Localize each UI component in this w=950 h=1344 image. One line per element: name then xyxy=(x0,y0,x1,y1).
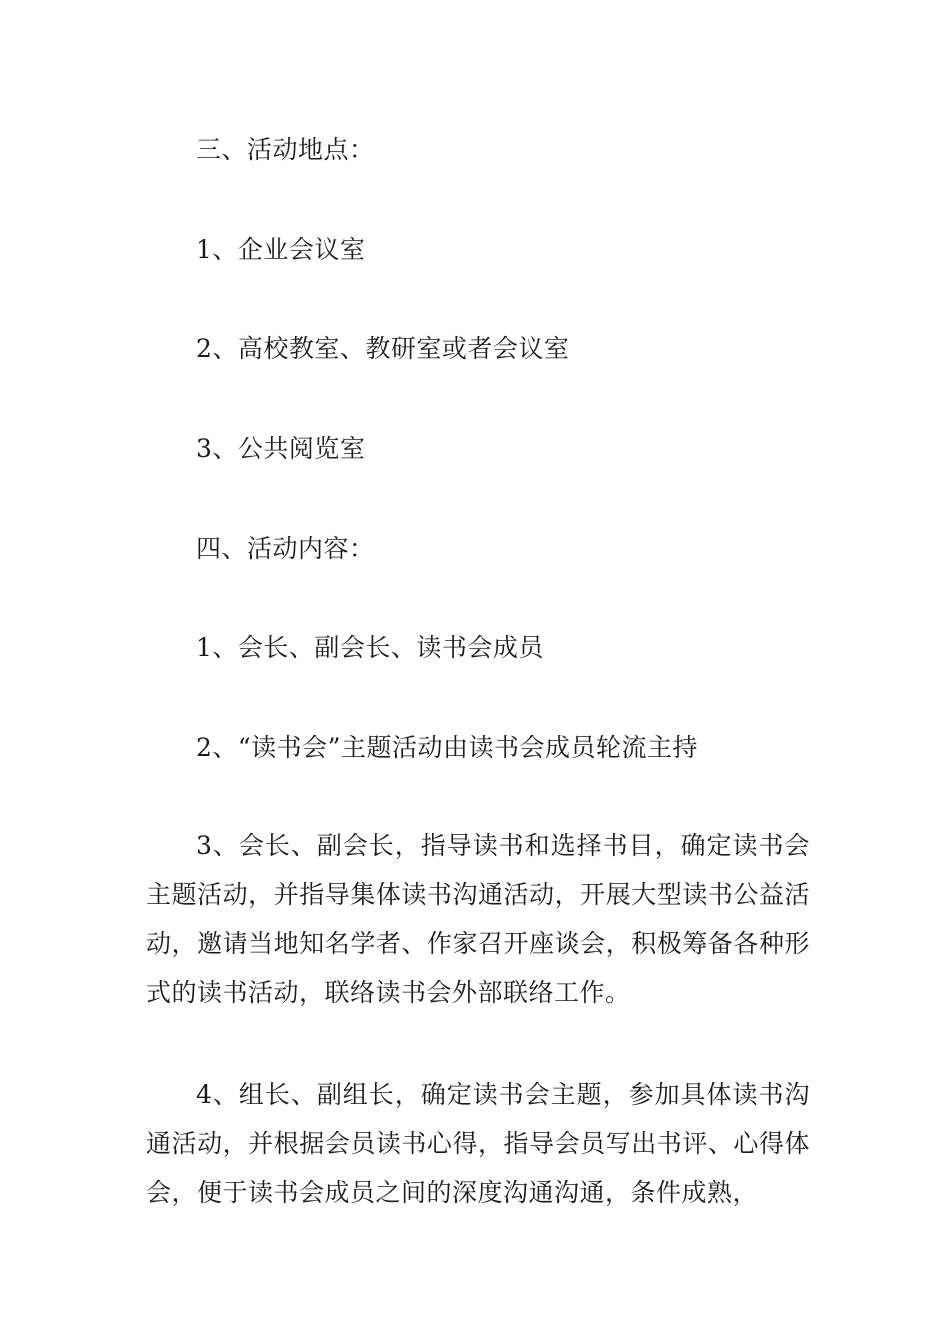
content-paragraph-3: 3、会长、副会长，指导读书和选择书目，确定读书会主题活动，并指导集体读书沟通活动，开展大型读书公益活动，邀请当地知名学者、作家召开座谈会，积极筹备各种形式的读书活动，联络读书会外部联络工作。 xyxy=(146,831,810,1007)
location-item-2: 2、高校教室、教研室或者会议室 xyxy=(196,334,570,363)
section-heading-content: 四、活动内容： xyxy=(196,534,375,563)
content-item-2: 2、“读书会”主题活动由读书会成员轮流主持 xyxy=(196,733,698,762)
location-item-1: 1、企业会议室 xyxy=(196,235,366,264)
content-item-1: 1、会长、副会长、读书会成员 xyxy=(196,633,544,662)
location-item-3: 3、公共阅览室 xyxy=(196,434,366,463)
content-paragraph-4: 4、组长、副组长，确定读书会主题，参加具体读书沟通活动，并根据会员读书心得，指导会员写出书评、心得体会，便于读书会成员之间的深度沟通沟通，条件成熟， xyxy=(146,1080,810,1207)
section-heading-location: 三、活动地点： xyxy=(196,135,375,164)
